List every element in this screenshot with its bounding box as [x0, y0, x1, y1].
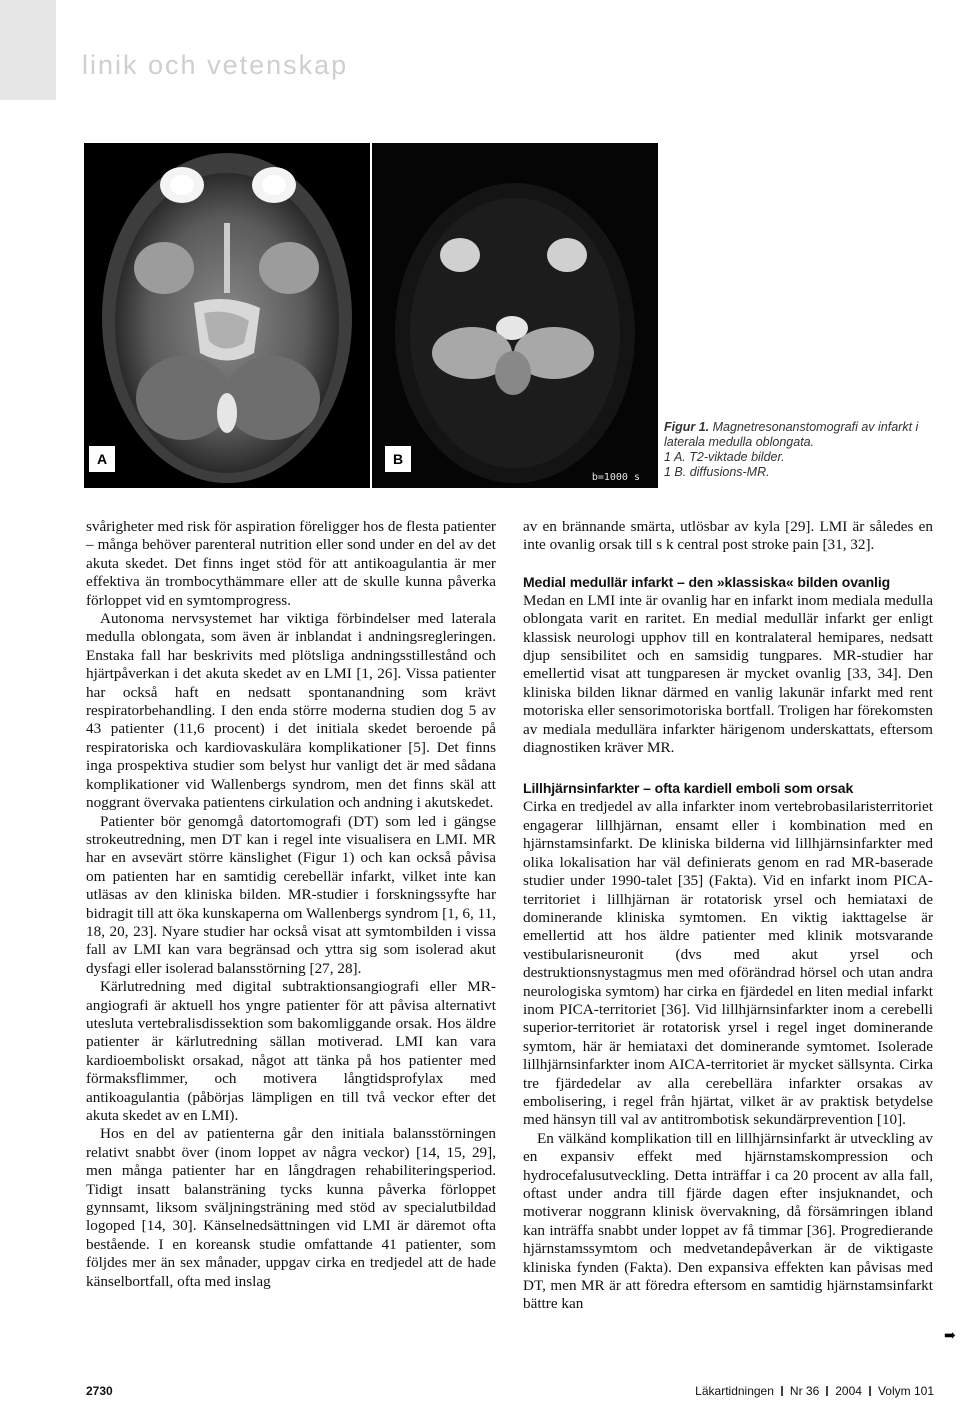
- right-paragraph-3: Cirka en tredjedel av alla infarkter inom vertebrobasilaristerritoriet engagerar lillhjärnan, ensamt eller i kombination med en hjärnstamsinfarkt. De kliniska bilderna vid lillhjärnsinfarkter med olika lokalisation har väl definierats genom en rad MR-baserade studier under 1990-talet [35] (Fakta). Vid en infarkt inom PICA-territoriet i lillhjärnan är rotatorisk yrsel och hemiataxi de dominerande kliniska symtomen. En viktig iakttagelse är emellertid att hos äldre patienter med klinik motsvarande vestibularisneuronit (dvs med akut yrsel och destruktionsnystagmus men med oförändrad hörsel och utan andra neurologiska symtom) har cirka en fjärdedel en liten medial infarkt inom PICA-territoriet [36]. Vid lillhjärnsinfarkter inom a cerebelli superior-territoriet är rotatorisk yrsel i regel inget dominerande symtom, här är hemiataxi det dominerande symtomet. Isolerade lillhjärnsinfarkter inom AICA-territoriet är mycket sällsynta. Cirka tre fjärdedelar av alla cerebellära infarkter orsakas av embolisering, i regel från hjärtat, vilket är av praktisk betydelse med hänsyn till val av antitrombotisk sekundärprevention [10].: [523, 798, 933, 1129]
- panel-a-label: A: [89, 446, 115, 472]
- left-column: [86, 518, 496, 1291]
- figure-caption: [664, 420, 934, 480]
- journal-name: Läkartidningen: [695, 1384, 774, 1398]
- section-title: [62, 50, 348, 81]
- mri-panel-b: [372, 143, 658, 488]
- b-value-readout: b=1000 s: [591, 472, 640, 483]
- separator-icon: [826, 1386, 828, 1396]
- caption-line-1: Magnetresonanstomografi av infarkt i laterala medulla oblongata.: [664, 420, 919, 449]
- journal-info: [695, 1384, 934, 1398]
- mri-panel-a: [84, 143, 370, 488]
- caption-line-3: 1 B. diffusions-MR.: [664, 465, 770, 479]
- left-paragraph-1: svårigheter med risk för aspiration föreligger hos de flesta patienter – många behöver parenteral nutrition eller sond under en del av det akuta skedet. Det finns inget stöd för att antikoagulantia är mer effektiva än trombocythämmare eller att de skulle kunna påverka förloppet vid en symtomprogress.: [86, 518, 496, 609]
- left-paragraph-4: Kärlutredning med digital subtraktionsangiografi eller MR-angiografi är aktuell hos yngre patienter för att påvisa alternativt utesluta vertebralisdissektion som bakomliggande orsak. Hos äldre patienter är kärlutredning sällan motiverad. LMI kan vara kardioemboliskt orsakad, något att tänka på hos patienter med förmaksflimmer, och motivera långtidsprofylax med antikoagulantia (påbörjas lämpligen en till två veckor efter det akuta skedet av en LMI).: [86, 978, 496, 1124]
- caption-line-2: 1 A. T2-viktade bilder.: [664, 450, 785, 464]
- left-paragraph-2: Autonoma nervsystemet har viktiga förbindelser med laterala medulla oblongata, som även är inblandat i andningsregleringen. Enstaka fall har beskrivits med plötsliga andningsstillestånd och hjärtpåverkan i det akuta skedet av en LMI [1, 26]. Vissa patienter har också haft en nedsatt spontanandning som krävt respiratorbehandling. I den enda större moderna studien dog 5 av 43 patienter (11,6 procent) i det initiala skedet beroende på respiratoriska och kardiovaskulära komplikationer [5]. Det finns inga prospektiva studier som belyst hur vanligt det är med sådana komplikationer vid Wallenbergs syndrom, men det finns skäl att noggrant övervaka patientens cirkulation och andning i akutskedet.: [86, 610, 496, 812]
- caption-title: Figur 1.: [664, 420, 710, 434]
- section-title-rest: linik och vetenskap: [82, 50, 349, 80]
- right-column: [523, 518, 933, 1314]
- separator-icon: [869, 1386, 871, 1396]
- right-paragraph-1: av en brännande smärta, utlösbar av kyla [29]. LMI är således en inte ovanlig orsak till s k central post stroke pain [31, 32].: [523, 518, 933, 554]
- journal-volume: Volym 101: [877, 1384, 934, 1398]
- right-paragraph-2: Medan en LMI inte är ovanlig har en infarkt inom mediala medulla oblongata varit en raritet. En medial medullär infarkt ger enligt klassisk neurologi upphov till en kontralateral hemipares, nedsatt djup sensibilitet och en samsidig tungpares. MR-studier har emellertid visat att tungparesen är mycket ovanlig [33, 34]. Den kliniska bilden liknar därmed en vanlig lakunär infarkt med rent motoriska eller sensorimotoriska bortfall. Troligen har förekomsten av mediala medullära infarkter härigenom underskattats, eftersom diagnostiken kräver MR.: [523, 591, 933, 757]
- separator-icon: [781, 1386, 783, 1396]
- section-tab: [0, 0, 56, 100]
- mri-t2-image: [84, 143, 370, 488]
- heading-lillhjarnsinfarkter: Lillhjärnsinfarkter – ofta kardiell emboli som orsak: [523, 780, 854, 797]
- section-title-initial: K: [62, 50, 83, 80]
- left-paragraph-5: Hos en del av patienterna går den initiala balansstörningen relativt snabbt över (inom loppet av några veckor) [14, 15, 29], men många patienter har en långdragen rehabiliteringsperiod. Tidigt insatt balansträning tycks kunna påverka förloppet gynnsamt, liksom sväljningsträning med stöd av specialutbildad logoped [14, 30]. Känselnedsättningen vid LMI är däremot ofta bestående. I en koreansk studie omfattande 41 patienter, som följdes mer än sex månader, uppgav cirka en tredjedel att de hade känselbortfall, ofta med inslag: [86, 1125, 496, 1290]
- panel-b-label: B: [385, 446, 411, 472]
- mri-diffusion-image: [372, 143, 658, 488]
- journal-issue: Nr 36: [789, 1384, 820, 1398]
- page-number: 2730: [86, 1384, 113, 1398]
- left-paragraph-3: Patienter bör genomgå datortomografi (DT) som led i gängse strokeutredning, men DT kan i regel inte visualisera en LMI. MR har en avsevärt större känslighet (Figur 1) och kan också påvisa om patienten har en samtidig cerebellär infarkt, vilket inte kan utläsas av den kliniska bilden. MR-studier i forskningssyfte har bidragit till att öka kunskaperna om Wallenbergs syndrom [1, 6, 11, 18, 20, 23]. Nyare studier har också visat att symtombilden i vissa fall av LMI kan vara begränsad och yttra sig som isolerad akut dysfagi eller isolerad balansstörning [27, 28].: [86, 812, 496, 977]
- continue-arrow-icon: ➡: [944, 1329, 956, 1344]
- right-paragraph-4: En välkänd komplikation till en lillhjärnsinfarkt är utveckling av en expansiv effekt med hjärnstamskompression och hydrocefalusutveckling. Detta inträffar i ca 20 procent av alla fall, oftast under andra till fjärde dagen efter insjuknandet, och motiverar noggrann klinisk övervakning, då försämringen ibland kan inträffa snabbt under loppet av få timmar [36]. Progredierande hjärnstamssymtom och medvetandepåverkan är de viktigaste kliniska fynden (Fakta). Den expansiva effekten kan påvisas med DT, men MR är att föredra eftersom en samtidig hjärnstamsinfarkt bättre kan: [523, 1129, 933, 1313]
- journal-year: 2004: [835, 1384, 862, 1398]
- heading-medial-medullar-infarkt: Medial medullär infarkt – den »klassiska« bilden ovanlig: [523, 573, 891, 590]
